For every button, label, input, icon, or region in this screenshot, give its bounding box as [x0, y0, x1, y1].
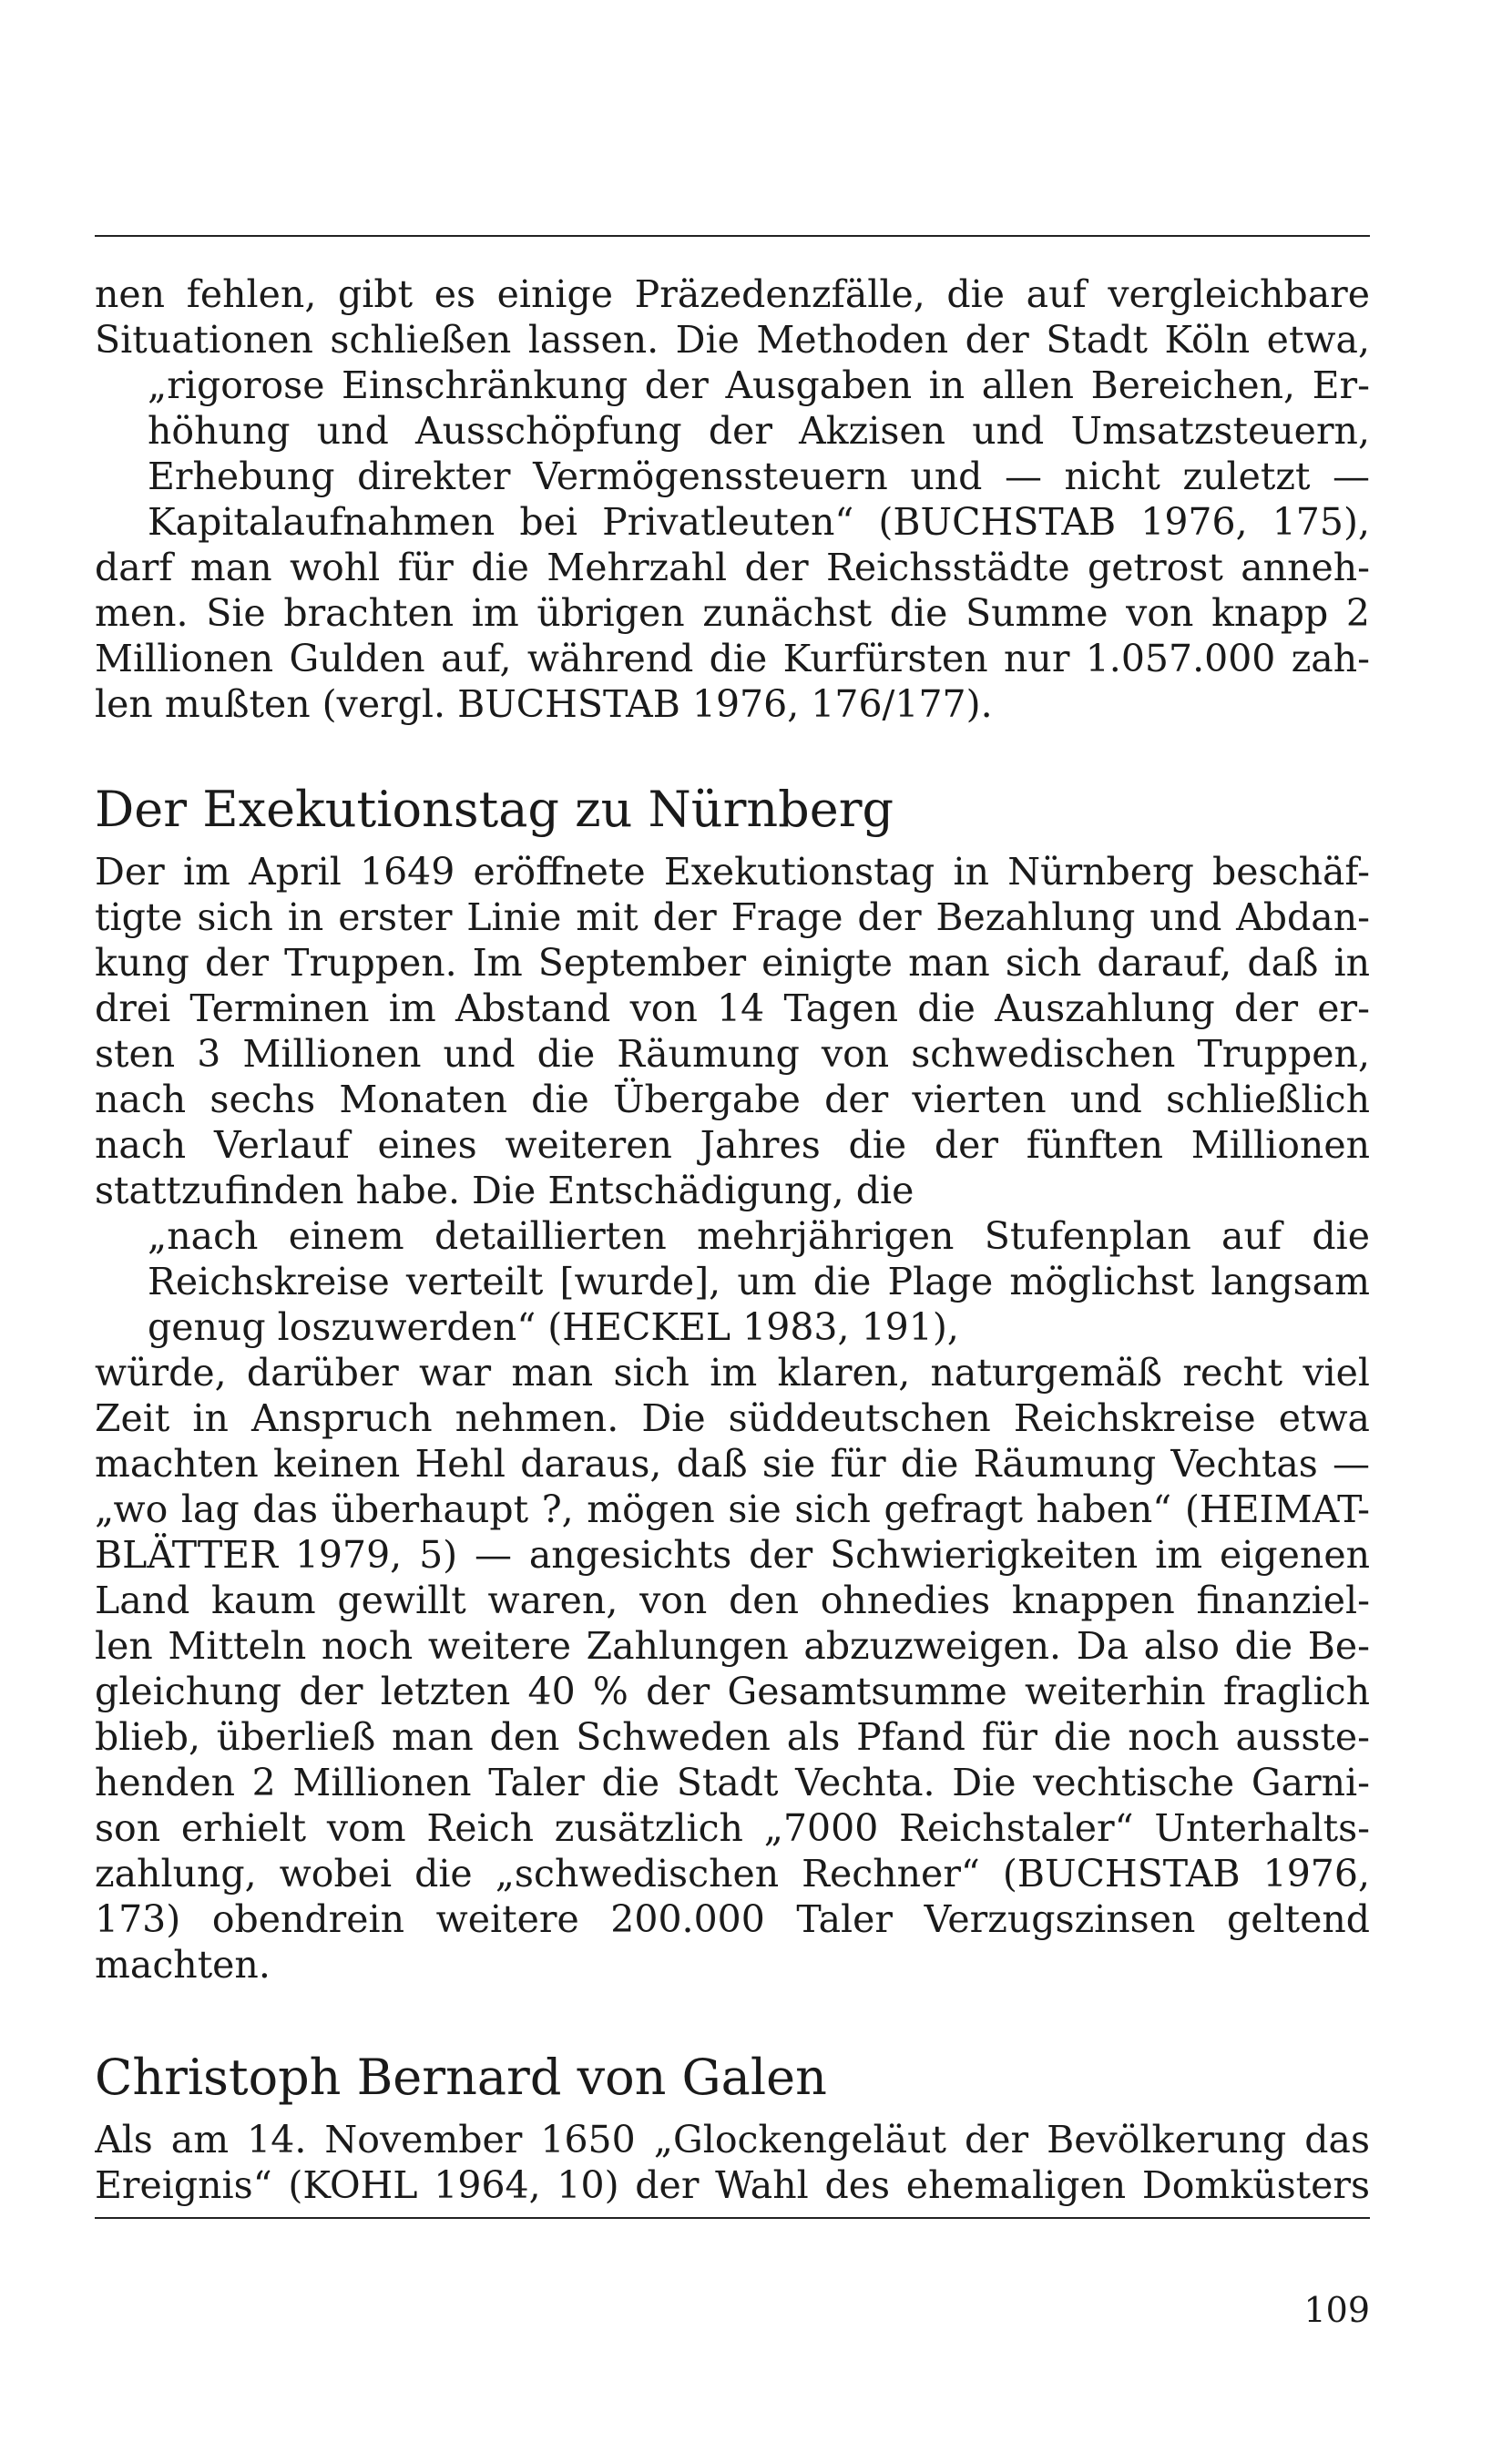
- quote-line: genug loszuwerden“ (HECKEL 1983, 191),: [148, 1305, 959, 1349]
- text-line: Ereignis“ (KOHL 1964, 10) der Wahl des ehemaligen Domküsters: [95, 2163, 1370, 2207]
- text-line: nen fehlen, gibt es einige Präzedenzfälle, die auf vergleichbare: [95, 272, 1370, 316]
- text-line: zahlung, wobei die „schwedischen Rechner“ (BUCHSTAB 1976,: [95, 1852, 1370, 1896]
- section-heading: Christoph Bernard von Galen: [95, 2049, 827, 2106]
- quote-line: Kapitalaufnahmen bei Privatleuten“ (BUCHSTAB 1976, 175),: [148, 500, 1370, 544]
- text-line: „wo lag das überhaupt ?, mögen sie sich gefragt haben“ (HEIMAT-: [95, 1487, 1370, 1531]
- text-line: nach Verlauf eines weiteren Jahres die der fünften Millionen: [95, 1123, 1370, 1167]
- text-line: Land kaum gewillt waren, von den ohnedies knappen finanziel-: [95, 1579, 1370, 1622]
- text-line: Zeit in Anspruch nehmen. Die süddeutschen Reichskreise etwa: [95, 1396, 1370, 1440]
- text-line: machten.: [95, 1943, 271, 1987]
- text-line: son erhielt vom Reich zusätzlich „7000 Reichstaler“ Unterhalts-: [95, 1806, 1370, 1850]
- text-line: men. Sie brachten im übrigen zunächst die Summe von knapp 2: [95, 591, 1370, 635]
- quote-line: Erhebung direkter Vermögenssteuern und — nicht zuletzt —: [148, 455, 1370, 498]
- text-line: len Mitteln noch weitere Zahlungen abzuzweigen. Da also die Be-: [95, 1624, 1370, 1668]
- quote-line: „rigorose Einschränkung der Ausgaben in allen Bereichen, Er-: [148, 363, 1370, 407]
- bottom-rule: [95, 2217, 1370, 2219]
- text-line: stattzufinden habe. Die Entschädigung, die: [95, 1169, 914, 1212]
- text-line: würde, darüber war man sich im klaren, naturgemäß recht viel: [95, 1351, 1370, 1395]
- text-line: drei Terminen im Abstand von 14 Tagen die Auszahlung der er-: [95, 986, 1370, 1030]
- text-line: gleichung der letzten 40 % der Gesamtsumme weiterhin fraglich: [95, 1670, 1370, 1713]
- text-line: Millionen Gulden auf, während die Kurfürsten nur 1.057.000 zah-: [95, 637, 1370, 680]
- text-line: sten 3 Millionen und die Räumung von schwedischen Truppen,: [95, 1032, 1370, 1076]
- section-heading: Der Exekutionstag zu Nürnberg: [95, 781, 894, 838]
- text-line: Der im April 1649 eröffnete Exekutionstag in Nürnberg beschäf-: [95, 850, 1370, 894]
- text-line: kung der Truppen. Im September einigte man sich darauf, daß in: [95, 941, 1370, 985]
- text-line: tigte sich in erster Linie mit der Frage der Bezahlung und Abdan-: [95, 895, 1370, 939]
- text-line: henden 2 Millionen Taler die Stadt Vechta. Die vechtische Garni-: [95, 1761, 1370, 1804]
- top-rule: [95, 235, 1370, 237]
- text-line: len mußten (vergl. BUCHSTAB 1976, 176/177).: [95, 682, 993, 726]
- page-number: 109: [1303, 2290, 1370, 2330]
- text-line: Als am 14. November 1650 „Glockengeläut der Bevölkerung das: [95, 2118, 1370, 2162]
- text-line: Situationen schließen lassen. Die Methoden der Stadt Köln etwa,: [95, 318, 1370, 362]
- text-line: darf man wohl für die Mehrzahl der Reichsstädte getrost anneh-: [95, 546, 1370, 589]
- quote-line: „nach einem detaillierten mehrjährigen Stufenplan auf die: [148, 1214, 1370, 1258]
- text-line: BLÄTTER 1979, 5) — angesichts der Schwierigkeiten im eigenen: [95, 1533, 1370, 1577]
- quote-line: Reichskreise verteilt [wurde], um die Plage möglichst langsam: [148, 1260, 1370, 1303]
- text-line: blieb, überließ man den Schweden als Pfand für die noch ausste-: [95, 1715, 1370, 1759]
- text-line: machten keinen Hehl daraus, daß sie für die Räumung Vechtas —: [95, 1442, 1370, 1486]
- text-line: 173) obendrein weitere 200.000 Taler Verzugszinsen geltend: [95, 1897, 1370, 1941]
- quote-line: höhung und Ausschöpfung der Akzisen und Umsatzsteuern,: [148, 409, 1370, 453]
- text-line: nach sechs Monaten die Übergabe der vierten und schließlich: [95, 1078, 1370, 1121]
